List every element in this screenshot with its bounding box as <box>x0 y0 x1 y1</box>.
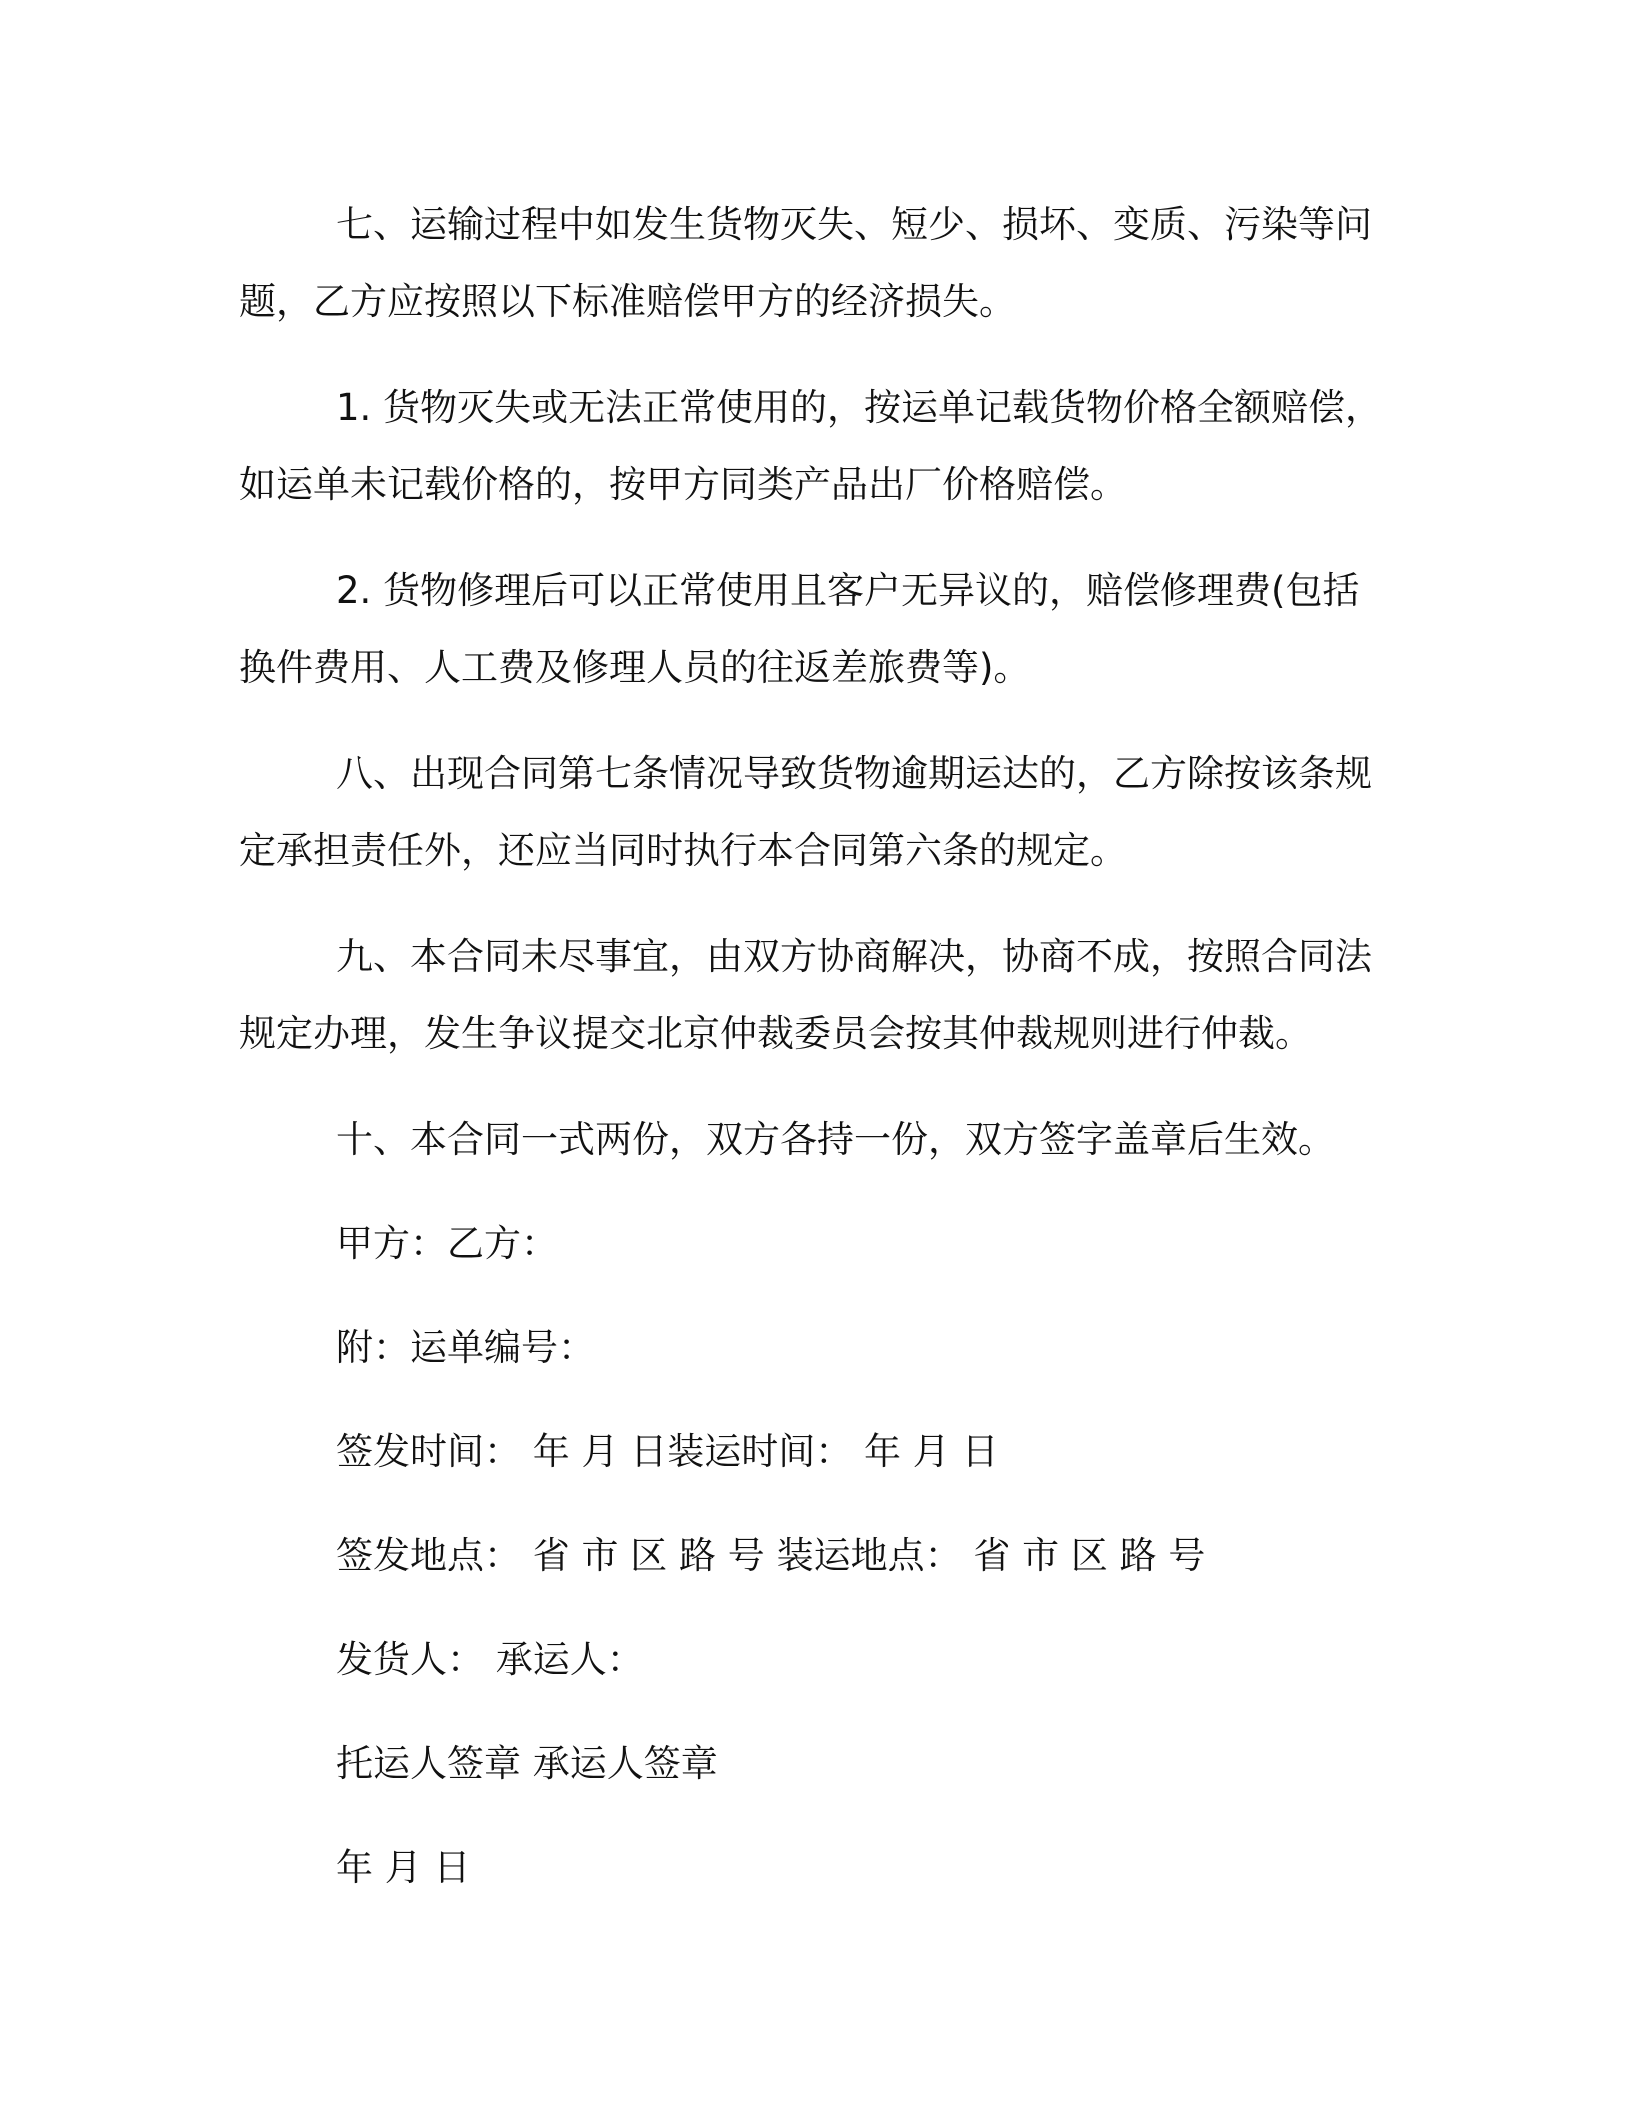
contract-body <box>239 186 1394 1906</box>
clause-seven-item-one: 1. 货物灭失或无法正常使用的，按运单记载货物价格全额赔偿，如运单未记载价格的，按甲方同类产品出厂价格赔偿。 <box>239 386 1383 506</box>
clause-eight: 八、出现合同第七条情况导致货物逾期运达的，乙方除按该条规定承担责任外，还应当同时执行本合同第六条的规定。 <box>239 752 1372 872</box>
issue-and-loading-time-line: 签发时间： 年 月 日装运时间： 年 月 日 <box>336 1430 999 1473</box>
waybill-number-line: 附：运单编号： <box>336 1326 595 1369</box>
clause-seven-item-two: 2. 货物修理后可以正常使用且客户无异议的，赔偿修理费(包括换件费用、人工费及修理人员的往返差旅费等)。 <box>239 569 1360 689</box>
clause-ten: 十、本合同一式两份，双方各持一份，双方签字盖章后生效。 <box>336 1118 1335 1161</box>
clause-nine: 九、本合同未尽事宜，由双方协商解决，协商不成，按照合同法规定办理，发生争议提交北京仲裁委员会按其仲裁规则进行仲裁。 <box>239 935 1372 1055</box>
clause-seven: 七、运输过程中如发生货物灭失、短少、损坏、变质、污染等问题，乙方应按照以下标准赔偿甲方的经济损失。 <box>239 203 1372 323</box>
shipper-and-carrier-line: 发货人： 承运人： <box>336 1638 644 1681</box>
signatures-line: 托运人签章 承运人签章 <box>336 1742 718 1785</box>
issue-and-loading-place-line: 签发地点： 省 市 区 路 号 装运地点： 省 市 区 路 号 <box>336 1534 1206 1577</box>
date-line: 年 月 日 <box>336 1846 471 1889</box>
party-signature-line: 甲方：乙方： <box>336 1222 558 1265</box>
